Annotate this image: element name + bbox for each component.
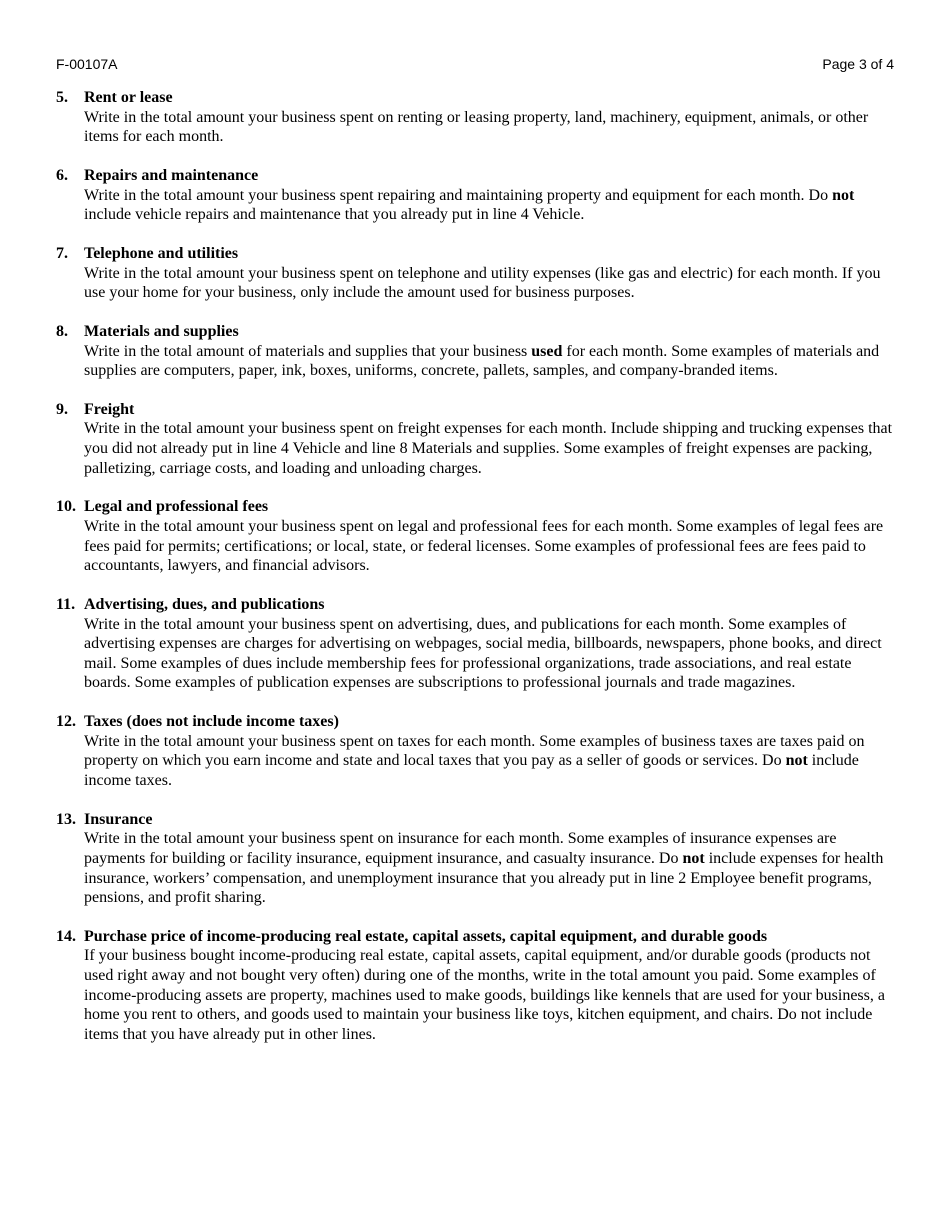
item-body: [84, 419, 898, 478]
instruction-item: [56, 595, 898, 693]
instruction-item: [56, 322, 898, 381]
body-text: include expenses for health insurance, workers’ compensation, and unemployment insurance that you already put in line 2 Employee benefit programs, pensions, and profit sharing.: [84, 849, 884, 907]
emphasis-text: not: [785, 752, 808, 770]
body-text: Write in the total amount your business spent on insurance for each month. Some examples of insurance expenses are payments for building or facility insurance, equipment insurance, and casualty insurance. Do: [84, 830, 837, 867]
page-number: Page 3 of 4: [822, 56, 894, 72]
item-title: Advertising, dues, and publications: [84, 596, 325, 613]
item-title: Legal and professional fees: [84, 498, 269, 516]
item-body: [84, 946, 898, 1044]
item-number: 10.: [56, 498, 76, 516]
item-title: Insurance: [84, 810, 153, 828]
item-title: Rent or lease: [84, 89, 173, 106]
item-body: [84, 732, 898, 791]
form-id: F-00107A: [56, 56, 118, 72]
item-body: [84, 829, 898, 907]
item-body: [84, 517, 898, 576]
instruction-item: [56, 166, 898, 225]
item-title: Taxes (does not include income taxes): [84, 713, 339, 731]
item-number: 5.: [56, 89, 68, 106]
body-text: Write in the total amount your business spent on taxes for each month. Some examples of business taxes are taxes paid on property on which you earn income and state and local taxes that you pay as a seller of goods or services. Do: [84, 732, 865, 770]
item-title: Materials and supplies: [84, 322, 239, 340]
item-body: [84, 108, 898, 147]
instruction-item: [56, 244, 898, 303]
instruction-item: [56, 497, 898, 575]
body-text: Write in the total amount your business spent repairing and maintaining property and equipment for each month. Do: [84, 186, 833, 204]
body-text: Write in the total amount your business spent on legal and professional fees for each month. Some examples of legal fees are fees paid for permits; certifications; or local, state, or federal licenses. Some examples of professional fees are fees paid to accountants, lawyers, and financial advisors.: [84, 518, 884, 575]
item-number: 11.: [56, 596, 76, 613]
body-text: Write in the total amount your business spent on advertising, dues, and publications for each month. Some examples of advertising expenses are charges for advertising on webpages, social media, billboards, newspapers, phone books, and direct mail. Some examples of dues include membership fees for professional organizations, trade associations, and real estate boards. Some examples of publication expenses are subscriptions to professional journals and trade magazines.: [84, 615, 882, 692]
body-text: Write in the total amount your business spent on freight expenses for each month. Include shipping and trucking expenses that you did not already put in line 4 Vehicle and line 8 Materials and supplies. Some examples of freight expenses are packing, palletizing, carriage costs, and loading and unloading charges.: [84, 420, 893, 477]
item-body: [84, 186, 898, 225]
instruction-item: [56, 927, 898, 1045]
body-text: include income taxes.: [84, 752, 859, 789]
item-title: Telephone and utilities: [84, 244, 239, 262]
body-text: Write in the total amount of materials and supplies that your business: [84, 342, 532, 360]
item-number: 8.: [56, 322, 68, 340]
instruction-item: [56, 712, 898, 790]
emphasis-text: not: [832, 186, 855, 204]
emphasis-text: not: [682, 849, 705, 867]
item-body: [84, 342, 898, 381]
instruction-list: [56, 88, 898, 1064]
instruction-item: [56, 88, 898, 147]
item-body: [84, 615, 898, 693]
emphasis-text: used: [531, 342, 563, 360]
body-text: Write in the total amount your business spent on telephone and utility expenses (like gas and electric) for each month. If you use your home for your business, only include the amount used for business purposes.: [84, 264, 881, 302]
body-text: include vehicle repairs and maintenance that you already put in line 4 Vehicle.: [84, 206, 585, 224]
item-title: Repairs and maintenance: [84, 166, 259, 184]
item-body: [84, 264, 898, 303]
instruction-item: [56, 400, 898, 478]
item-number: 7.: [56, 244, 68, 262]
body-text: for each month. Some examples of materials and supplies are computers, paper, ink, boxes, uniforms, concrete, pallets, samples, and company-branded items.: [84, 342, 880, 380]
instruction-item: [56, 810, 898, 908]
item-number: 14.: [56, 927, 76, 945]
item-number: 6.: [56, 166, 68, 184]
item-title: Freight: [84, 400, 135, 418]
item-number: 13.: [56, 810, 76, 828]
item-title: Purchase price of income-producing real estate, capital assets, capital equipment, and durable goods: [84, 927, 768, 945]
item-number: 9.: [56, 400, 68, 418]
body-text: If your business bought income-producing real estate, capital assets, capital equipment, and/or durable goods (products not used right away and not bought very often) during one of the months, write in the total amount you paid. Some examples of income-producing assets are property, machines used to make goods, buildings like kennels that are used for your business, a home you rent to others, and goods used to maintain your business like toys, kitchen equipment, and chairs. Do not include items that you have already put in other lines.: [84, 947, 885, 1043]
item-number: 12.: [56, 713, 76, 731]
body-text: Write in the total amount your business spent on renting or leasing property, land, machinery, equipment, animals, or other items for each month.: [84, 108, 869, 146]
